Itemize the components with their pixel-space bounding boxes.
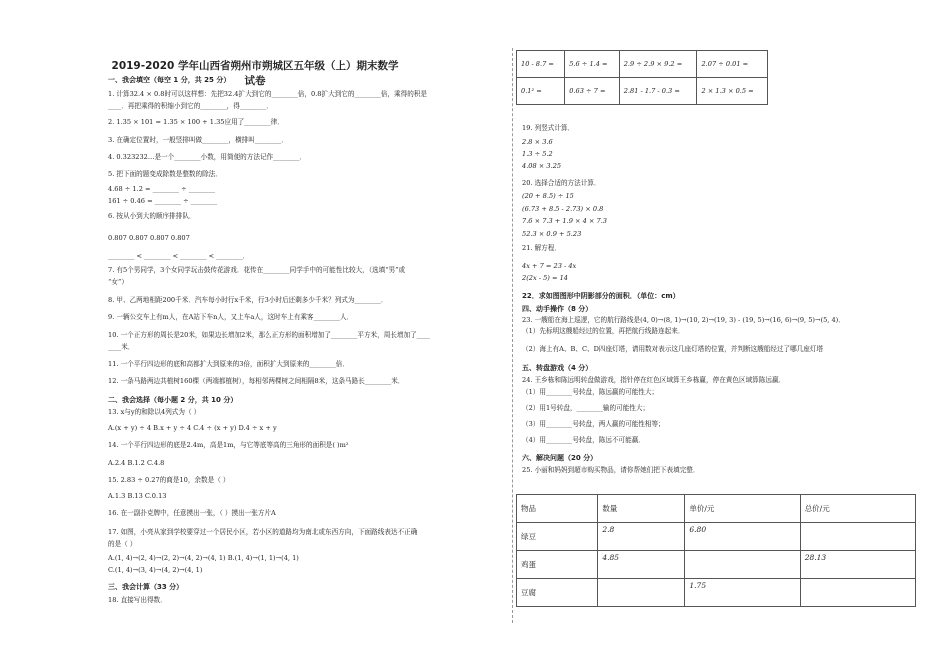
input-cell[interactable]: 28.13: [800, 551, 915, 579]
input-cell[interactable]: [598, 579, 685, 607]
column-header: 数量: [598, 495, 685, 523]
table-header-row: [517, 495, 916, 523]
question-line: 4.08 × 3.25: [522, 162, 562, 170]
question-line: （1）用________号转盘，陈远赢的可能性大；: [522, 388, 659, 396]
question-line: C.(1, 4)→(3, 4)→(4, 2)→(4, 1): [108, 566, 203, 574]
item-name-cell: 绿豆: [517, 523, 598, 551]
section-heading: 一、我会填空（每空 1 分，共 25 分）: [108, 76, 231, 84]
input-cell[interactable]: [800, 579, 915, 607]
question-line: 2. 1.35 × 101 = 1.35 × 100 + 1.35应用了________律．: [108, 118, 284, 126]
section-heading: 六、解决问题（20 分）: [522, 454, 598, 462]
question-line: 14. 一个平行四边形的底是2.4m，高是1m，与它等底等高的三角形的面积是( )m²: [108, 441, 349, 449]
table-cell: 2 × 1.3 × 0.5 =: [697, 78, 768, 105]
question-line: 3. 在确定位置时，一般竖排叫做________，横排叫________．: [108, 136, 288, 144]
question-line: 7. 有5个男同学，3个女同学玩击鼓传花游戏．花传在________同学手中的可能性比较大，（选填“男”或: [108, 266, 406, 274]
table-cell: 2.81 - 1.7 - 0.3 =: [619, 78, 697, 105]
question-line: ____．再把乘得的积缩小到它的________，得________．: [108, 102, 273, 110]
question-line: 17. 如图，小亮从家到学校要穿过一个居民小区，若小区的道路均为南北或东西方向，下面路线表达不正确: [108, 528, 418, 536]
section-heading: 22．求如图图形中阴影部分的面积．（单位：cm）: [522, 292, 680, 300]
table-cell: 10 - 8.7 =: [517, 51, 565, 78]
input-cell[interactable]: 6.80: [685, 523, 800, 551]
question-line: 0.807 0.807 0.807 0.807: [108, 234, 190, 242]
question-line: （4）用________号转盘，陈远不可能赢．: [522, 436, 645, 444]
question-line: 13. x与y的和除以4列式为（ ）: [108, 408, 201, 416]
question-line: 18. 直接写出得数．: [108, 596, 167, 604]
question-line: （3）用________号转盘，两人赢的可能性相等；: [522, 420, 665, 428]
page-title: 2019-2020 学年山西省朔州市朔城区五年级（上）期末数学试卷: [111, 60, 399, 87]
input-cell[interactable]: 1.75: [685, 579, 800, 607]
question-line: 的是（ ）: [108, 540, 137, 548]
input-cell[interactable]: 4.85: [598, 551, 685, 579]
table-row: [517, 579, 916, 607]
question-line: 20. 选择合适的方法计算．: [522, 179, 601, 187]
table-cell: 2.07 ÷ 0.01 =: [697, 51, 768, 78]
item-name-cell: 鸡蛋: [517, 551, 598, 579]
table-cell: 0.1² =: [517, 78, 565, 105]
question-line: （1）先标明这艘船经过的位置，再把航行线路连起来．: [522, 327, 685, 335]
question-line: (20 + 8.5) ÷ 15: [522, 192, 574, 200]
column-divider: [512, 48, 513, 623]
question-line: （2）海上有A、B、C、D四座灯塔，请用数对表示这几座灯塔的位置，并判断这艘船经过了哪几座灯塔: [522, 345, 824, 353]
question-line: 5. 把下面的题变成除数是整数的除法．: [108, 170, 222, 178]
question-line: A.(x + y) ÷ 4 B.x + y ÷ 4 C.4 ÷ (x + y) D.4 ÷ x + y: [108, 424, 277, 432]
table-row: [517, 51, 768, 78]
question-line: 52.3 × 0.9 + 5.23: [522, 230, 582, 238]
input-cell[interactable]: [800, 523, 915, 551]
table-row: [517, 551, 916, 579]
question-line: “女”）: [108, 278, 128, 286]
table-cell: 0.63 ÷ 7 =: [565, 78, 619, 105]
question-line: 4. 0.323232…是一个________小数，用简便的方法记作________．: [108, 153, 307, 161]
question-line: （2）用1号转盘，________输的可能性大；: [522, 404, 650, 412]
question-line: 16. 在一副扑克牌中，任意摸出一张，（ ）摸出一张方片A: [108, 509, 276, 517]
question-line: 24. 王乡栋和陈远明转盘做游戏，指针停在红色区域算王乡栋赢，停在黄色区域算陈远赢．: [522, 376, 786, 384]
question-line: 8. 甲、乙两地相距200千米．汽车每小时行x千米，行3小时后还剩多少千米？列式为________．: [108, 296, 388, 304]
column-header: 单价/元: [685, 495, 800, 523]
question-line: 10. 一个正方形的周长是20米，如果边长增加2米，那么正方形的面积增加了________平方米，周长增加了____: [108, 331, 430, 339]
question-line: ________ < ________ < ________ < ________．: [108, 252, 250, 260]
column-header: 总价/元: [800, 495, 915, 523]
question-line: 23. 一艘船在海上巡逻，它的航行路线是(4, 0)→(8, 1)→(10, 2)→(19, 3) - (19, 5)→(16, 6)→(9, 5)→(5, 4)．: [522, 316, 845, 324]
question-line: 6. 按从小到大的顺序排排队．: [108, 212, 196, 220]
question-line: 4x + 7 = 23 - 4x: [522, 262, 577, 270]
question-line: 1.3 ÷ 5.2: [522, 150, 553, 158]
section-heading: 二、我会选择（每小题 2 分，共 10 分）: [108, 396, 238, 404]
table-cell: 5.6 ÷ 1.4 =: [565, 51, 619, 78]
item-name-cell: 豆腐: [517, 579, 598, 607]
mental-math-table: [516, 50, 768, 105]
question-line: A.1.3 B.13 C.0.13: [108, 492, 167, 500]
question-line: 21. 解方程．: [522, 244, 561, 252]
question-line: A.(1, 4)→(2, 4)→(2, 2)→(4, 2)→(4, 1) B.(1, 4)→(1, 1)→(4, 1): [108, 554, 299, 562]
question-line: 2(2x - 5) = 14: [522, 274, 568, 282]
input-cell[interactable]: 2.8: [598, 523, 685, 551]
question-line: 9. 一辆公交车上有m人，在A站下车n人，又上车a人，这时车上有乘客________人．: [108, 313, 354, 321]
question-line: (6.73 + 8.5 - 2.73) × 0.8: [522, 205, 604, 213]
shopping-table: [516, 494, 916, 607]
question-line: 4.68 ÷ 1.2 = ________ ÷ ________: [108, 185, 216, 193]
question-line: 2.8 × 3.6: [522, 138, 553, 146]
question-line: 15. 2.83 ÷ 0.27的商是10，余数是（ ）: [108, 476, 230, 484]
question-line: 11. 一个平行四边形的底和高都扩大到原来的3倍，面积扩大到原来的________倍．: [108, 360, 349, 368]
question-line: 25. 小丽和妈妈到超市购买物品，请你帮她们把下表填完整．: [522, 466, 700, 474]
section-heading: 三、我会计算（33 分）: [108, 583, 184, 591]
question-line: 7.6 × 7.3 + 1.9 × 4 × 7.3: [522, 217, 608, 225]
question-line: 19. 列竖式计算．: [522, 124, 575, 132]
input-cell[interactable]: [685, 551, 800, 579]
table-row: [517, 78, 768, 105]
question-line: 1. 计算32.4 × 0.8时可以这样想：先把32.4扩大到它的________倍，0.8扩大到它的________倍，乘得的积是: [108, 90, 428, 98]
column-header: 物品: [517, 495, 598, 523]
question-line: A.2.4 B.1.2 C.4.8: [108, 459, 165, 467]
table-cell: 2.9 ÷ 2.9 × 9.2 =: [619, 51, 697, 78]
section-heading: 四、动手操作（8 分）: [522, 305, 593, 313]
question-line: ____米．: [108, 343, 135, 351]
question-line: 12. 一条马路两边共植树160棵（两端都植树），每相邻两棵树之间相隔8米，这条马路长________米．: [108, 377, 405, 385]
section-heading: 五、转盘游戏（4 分）: [522, 364, 593, 372]
question-line: 161 ÷ 0.46 = ________ ÷ ________: [108, 197, 218, 205]
table-row: [517, 523, 916, 551]
